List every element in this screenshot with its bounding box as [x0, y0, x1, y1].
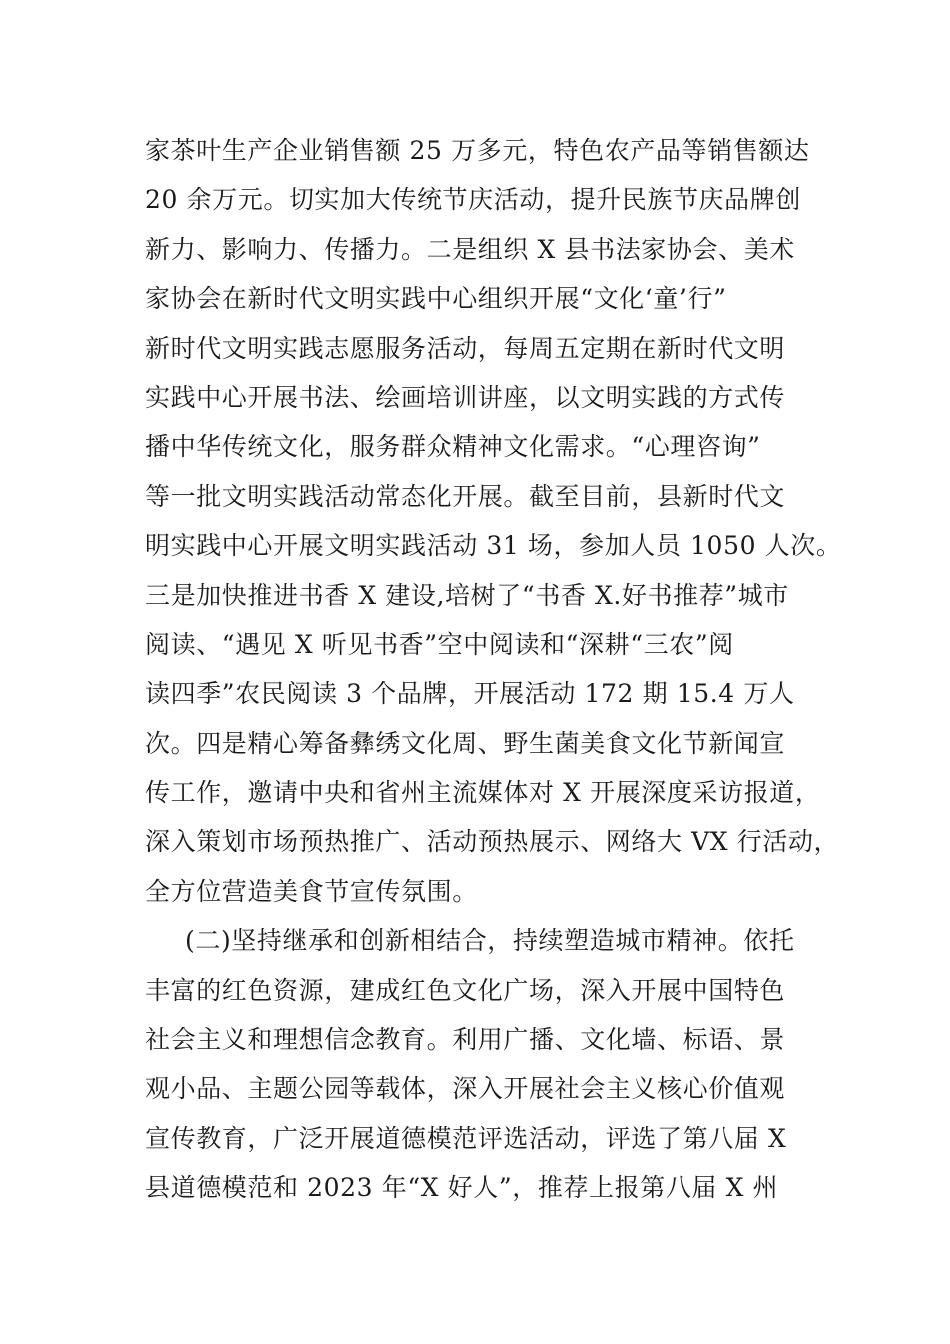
text-line: 读四季”农民阅读 3 个品牌，开展活动 172 期 15.4 万人: [145, 679, 795, 709]
text-line: 观小品、主题公园等载体，深入开展社会主义核心价值观: [145, 1074, 786, 1104]
text-line: 明实践中心开展文明实践活动 31 场，参加人员 1050 人次。: [145, 531, 842, 561]
text-line: 宣传教育，广泛开展道德模范评选活动，评选了第八届 X: [145, 1123, 787, 1153]
text-line: 次。四是精心筹备彝绣文化周、野生菌美食文化节新闻宣: [145, 728, 786, 758]
text-line: 等一批文明实践活动常态化开展。截至目前，县新时代文: [145, 481, 786, 511]
text-line: 新力、影响力、传播力。二是组织 X 县书法家协会、美术: [145, 234, 795, 264]
text-line: 传工作，邀请中央和省州主流媒体对 X 开展深度采访报道，: [145, 778, 821, 808]
paragraph-heading-line: (二)坚持继承和创新相结合，持续塑造城市精神。依托: [185, 926, 795, 956]
text-line: 丰富的红色资源，建成红色文化广场，深入开展中国特色: [145, 975, 786, 1005]
text-line: 20 余万元。切实加大传统节庆活动，提升民族节庆品牌创: [145, 185, 801, 215]
text-line: 新时代文明实践志愿服务活动，每周五定期在新时代文明: [145, 333, 786, 363]
text-line: 家协会在新时代文明实践中心组织开展“文化‘童’行”: [145, 284, 727, 314]
text-line: 实践中心开展书法、绘画培训讲座，以文明实践的方式传: [145, 382, 786, 412]
text-line: 深入策划市场预热推广、活动预热展示、网络大 VX 行活动，: [145, 827, 840, 857]
text-line: 阅读、“遇见 X 听见书香”空中阅读和“深耕“三农”阅: [145, 629, 734, 659]
text-line: 全方位营造美食节宣传氛围。: [145, 876, 478, 906]
body-text: [145, 126, 842, 1213]
text-line: 三是加快推进书香 X 建设,培树了“书香 X.好书推荐”城市: [145, 580, 789, 610]
text-line: 家茶叶生产企业销售额 25 万多元，特色农产品等销售额达: [145, 136, 810, 165]
text-line: 社会主义和理想信念教育。利用广播、文化墙、标语、景: [145, 1025, 786, 1055]
text-line: 县道德模范和 2023 年“X 好人”，推荐上报第八届 X 州: [145, 1173, 779, 1203]
text-line: 播中华传统文化，服务群众精神文化需求。“心理咨询”: [145, 432, 761, 462]
